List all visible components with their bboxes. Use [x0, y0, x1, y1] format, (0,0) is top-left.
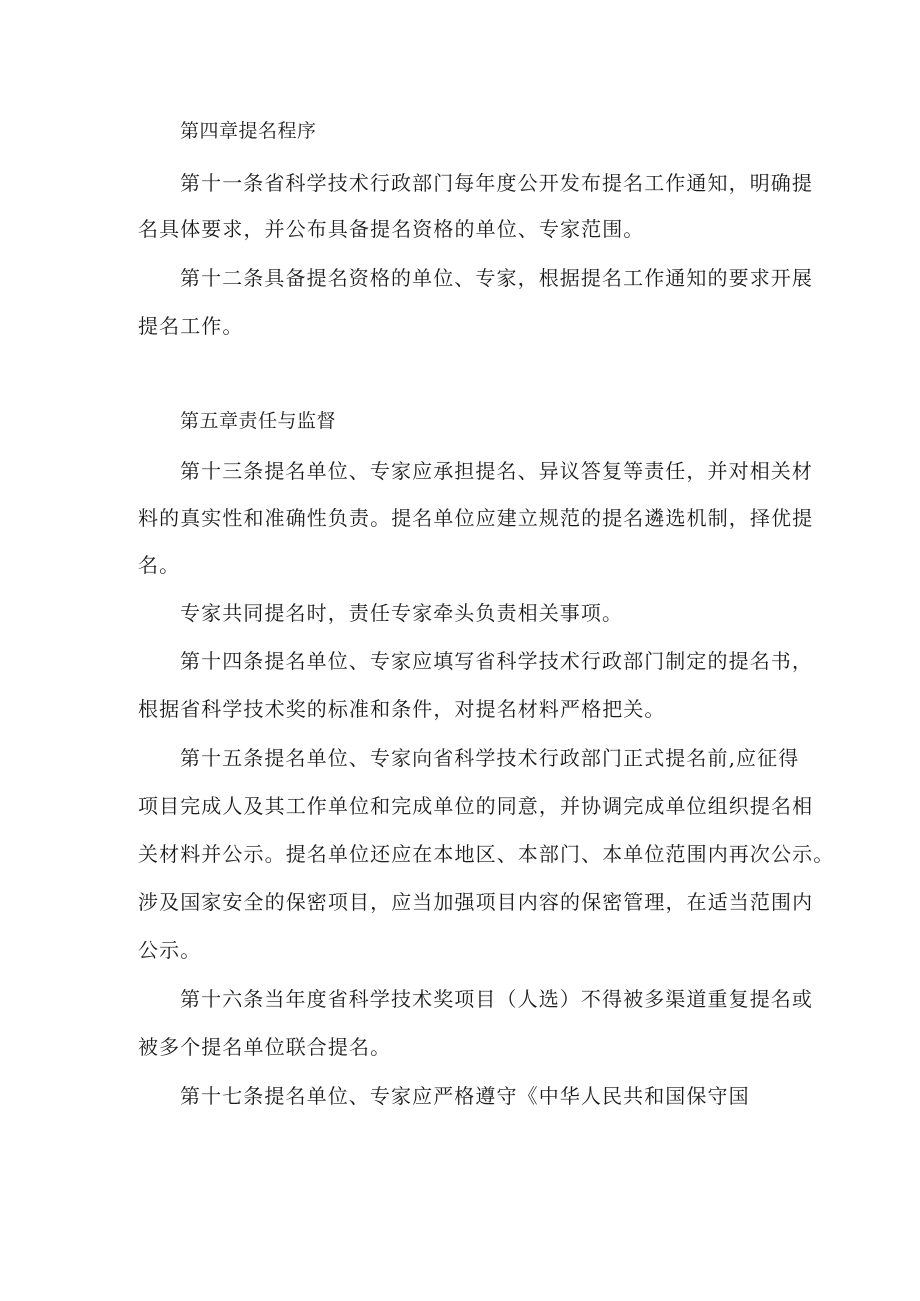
- paragraph-line: 第十七条提名单位、专家应严格遵守《中华人民共和国保守国: [180, 1084, 750, 1108]
- paragraph-line: 被多个提名单位联合提名。: [138, 1035, 392, 1059]
- paragraph-line: 第十二条具备提名资格的单位、专家，根据提名工作通知的要求开展: [180, 266, 813, 290]
- paragraph-line: 专家共同提名时，责任专家牵头负责相关事项。: [180, 601, 624, 625]
- paragraph-line: 根据省科学技术奖的标准和条件，对提名材料严格把关。: [138, 697, 666, 721]
- paragraph-line: 提名工作。: [138, 314, 244, 338]
- chapter-heading: 第五章责任与监督: [180, 410, 337, 432]
- paragraph-line: 第十六条当年度省科学技术奖项目（人选）不得被多渠道重复提名或: [180, 987, 813, 1011]
- paragraph-line: 料的真实性和准确性负责。提名单位应建立规范的提名遴选机制，择优提: [138, 506, 814, 530]
- paragraph-line: 关材料并公示。提名单位还应在本地区、本部门、本单位范围内再次公示。: [138, 842, 835, 866]
- paragraph-line: 第十三条提名单位、专家应承担提名、异议答复等责任，并对相关材: [180, 459, 813, 483]
- paragraph-line: 涉及国家安全的保密项目，应当加强项目内容的保密管理，在适当范围内: [138, 890, 814, 914]
- paragraph-line: 公示。: [138, 938, 202, 962]
- paragraph-line: 第十四条提名单位、专家应填写省科学技术行政部门制定的提名书，: [180, 649, 813, 673]
- chapter-heading: 第四章提名程序: [180, 120, 317, 142]
- paragraph-line: 项目完成人及其工作单位和完成单位的同意，并协调完成单位组织提名相: [138, 794, 814, 818]
- paragraph-line: 名。: [138, 553, 181, 577]
- paragraph-line: 第十五条提名单位、专家向省科学技术行政部门正式提名前,应征得: [180, 746, 800, 770]
- paragraph-line: 名具体要求，并公布具备提名资格的单位、专家范围。: [138, 217, 645, 241]
- paragraph-line: 第十一条省科学技术行政部门每年度公开发布提名工作通知，明确提: [180, 171, 813, 195]
